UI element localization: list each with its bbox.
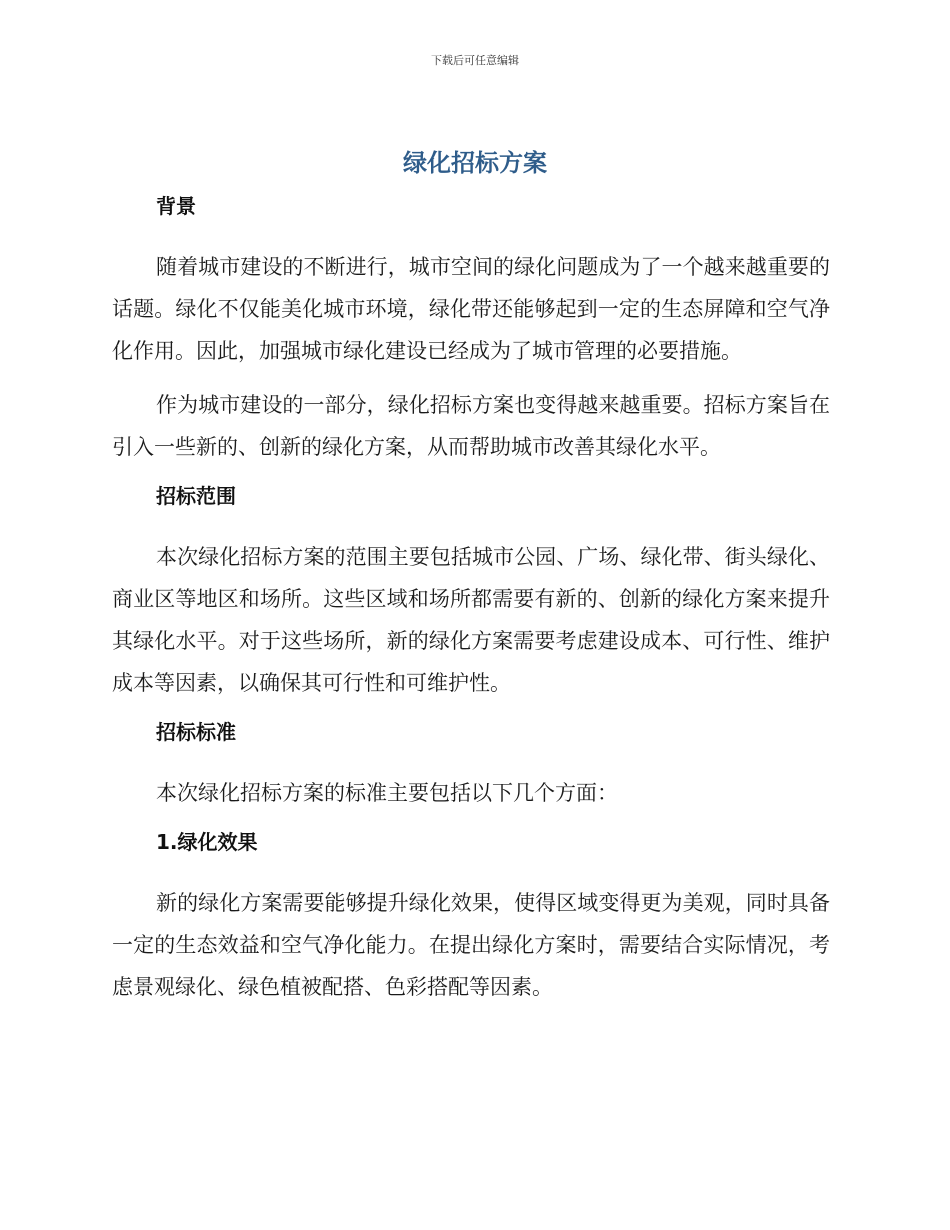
- paragraph-scope-1: 本次绿化招标方案的范围主要包括城市公园、广场、绿化带、街头绿化、商业区等地区和场所。这些区域和场所都需要有新的、创新的绿化方案来提升其绿化水平。对于这些场所，新的绿化方案需要考虑建设成本、可行性、维护成本等因素，以确保其可行性和可维护性。: [112, 545, 830, 695]
- paragraph-effect-1: 新的绿化方案需要能够提升绿化效果，使得区域变得更为美观，同时具备一定的生态效益和空气净化能力。在提出绿化方案时，需要结合实际情况，考虑景观绿化、绿色植被配搭、色彩搭配等因素。: [112, 891, 830, 999]
- section-heading-scope: 招标范围: [156, 484, 236, 508]
- document-title: 绿化招标方案: [403, 149, 547, 177]
- paragraph-background-2: 作为城市建设的一部分，绿化招标方案也变得越来越重要。招标方案旨在引入一些新的、创新的绿化方案，从而帮助城市改善其绿化水平。: [112, 393, 830, 459]
- section-heading-background: 背景: [156, 194, 196, 218]
- section-heading-criteria: 招标标准: [156, 720, 236, 744]
- page-header-note: 下载后可任意编辑: [431, 54, 519, 67]
- paragraph-background-1: 随着城市建设的不断进行，城市空间的绿化问题成为了一个越来越重要的话题。绿化不仅能美化城市环境，绿化带还能够起到一定的生态屏障和空气净化作用。因此，加强城市绿化建设已经成为了城市管理的必要措施。: [112, 255, 830, 363]
- document-body: [112, 190, 830, 1008]
- paragraph-criteria-1: 本次绿化招标方案的标准主要包括以下几个方面：: [156, 781, 618, 805]
- section-heading-effect: 1.绿化效果: [156, 830, 258, 854]
